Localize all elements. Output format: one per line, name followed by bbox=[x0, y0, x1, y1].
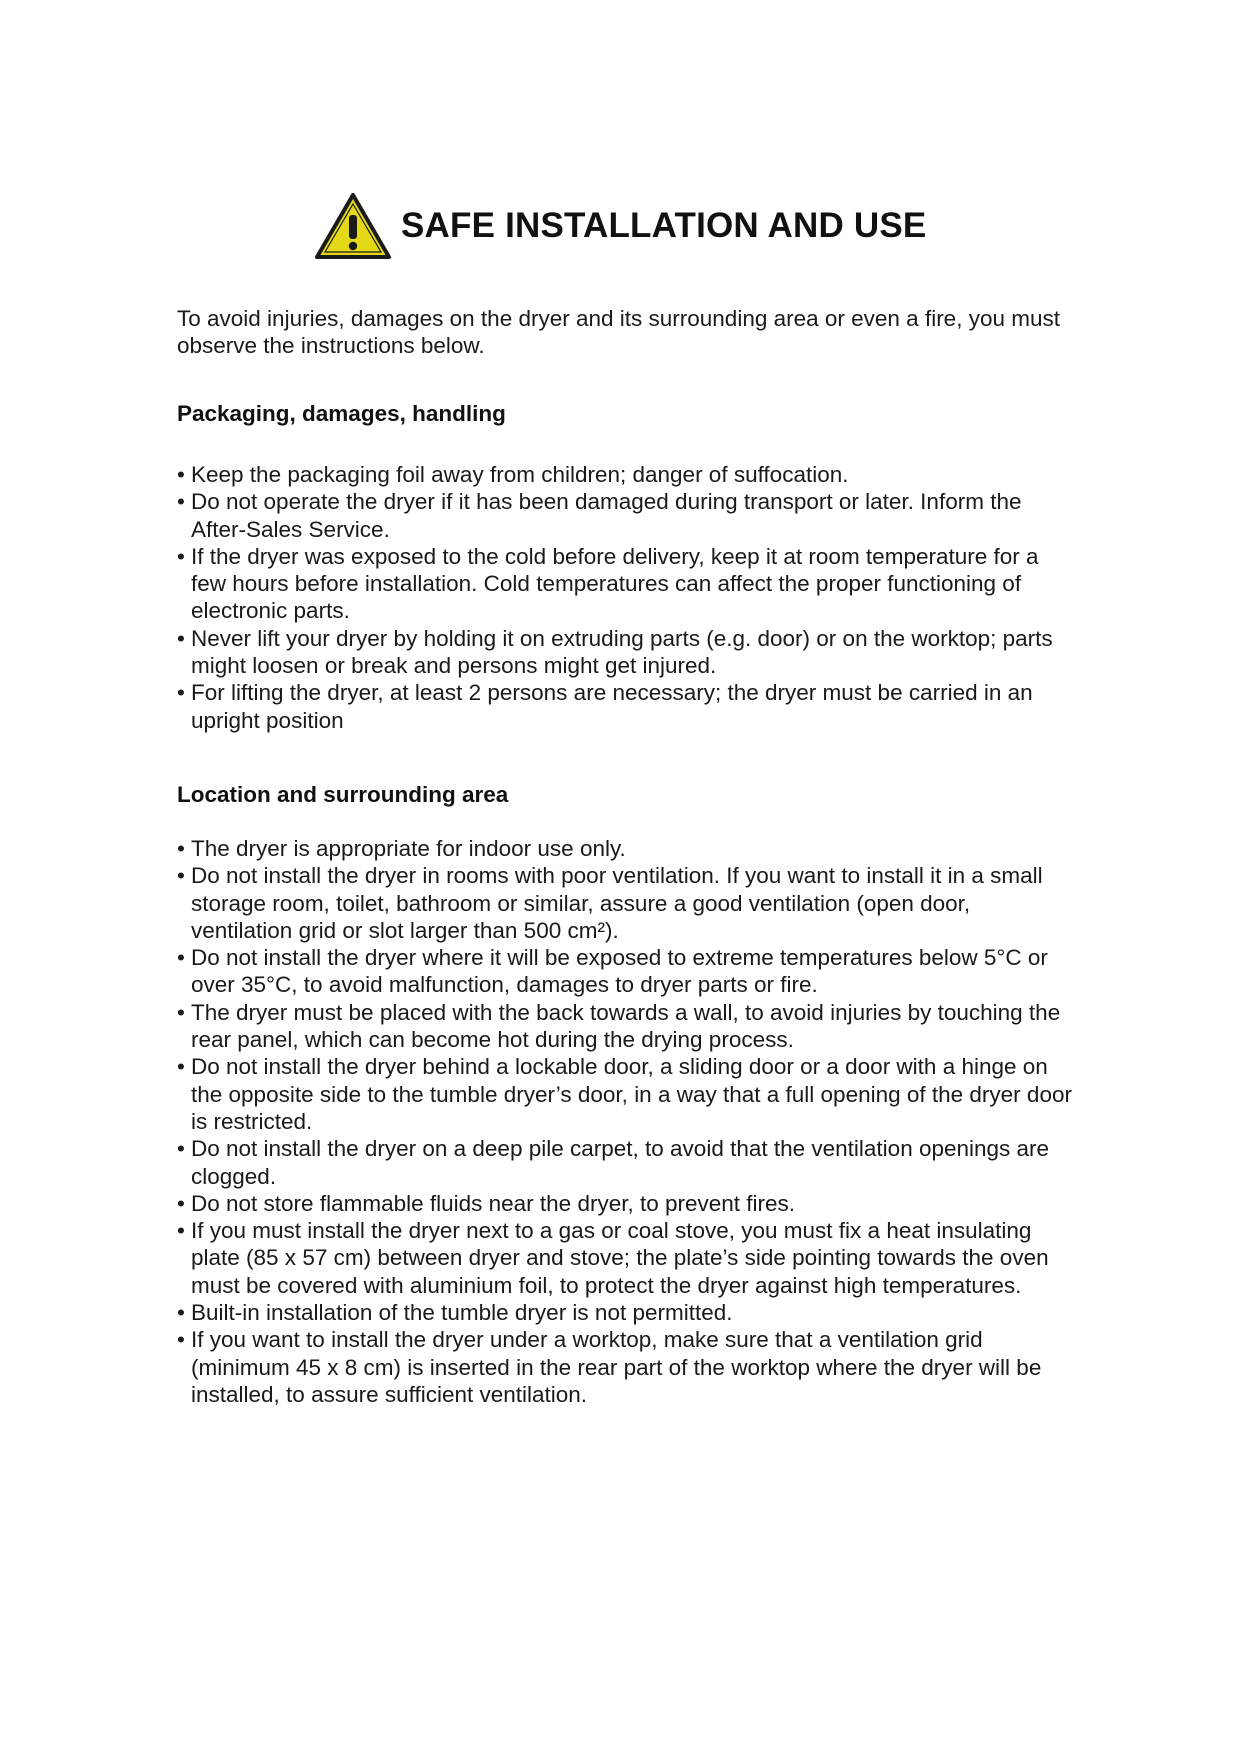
list-item: • If the dryer was exposed to the cold before delivery, keep it at room temperature for a few hours before installation. Cold temperatures can affect the proper functioning of electronic parts. bbox=[177, 543, 1039, 624]
section-heading-location: Location and surrounding area bbox=[177, 782, 509, 807]
page-title: SAFE INSTALLATION AND USE bbox=[401, 206, 927, 245]
warning-triangle-icon bbox=[313, 191, 393, 261]
title-row bbox=[313, 190, 926, 262]
list-item: • If you must install the dryer next to a gas or coal stove, you must fix a heat insulating plate (85 x 57 cm) between dryer and stove; the plate’s side pointing towards the oven must be covered with aluminium foil, to protect the dryer against high temperatures. bbox=[177, 1218, 1049, 1298]
list-item: • Do not install the dryer on a deep pile carpet, to avoid that the ventilation openings are clogged. bbox=[177, 1136, 1050, 1189]
list-item: • Do not install the dryer in rooms with poor ventilation. If you want to install it in a small storage room, toilet, bathroom or similar, assure a good ventilation (open door, ventilation grid or slot larger than 500 cm²). bbox=[177, 863, 1043, 943]
list-item: • Keep the packaging foil away from children; danger of suffocation. bbox=[177, 462, 849, 487]
packaging-bullet-list bbox=[177, 461, 1077, 734]
list-item: • For lifting the dryer, at least 2 persons are necessary; the dryer must be carried in an upright position bbox=[177, 680, 1033, 733]
list-item: • Do not store flammable fluids near the dryer, to prevent fires. bbox=[177, 1190, 796, 1216]
list-item: • Do not install the dryer where it will be exposed to extreme temperatures below 5°C or over 35°C, to avoid malfunction, damages to dryer parts or fire. bbox=[177, 945, 1048, 998]
list-item: • If you want to install the dryer under a worktop, make sure that a ventilation grid (minimum 45 x 8 cm) is inserted in the rear part of the worktop where the dryer will be installed, to assure sufficient ventilation. bbox=[177, 1327, 1042, 1407]
list-item: • The dryer is appropriate for indoor use only. bbox=[177, 836, 626, 861]
location-bullet-list bbox=[177, 835, 1077, 1408]
list-item: • Built-in installation of the tumble dryer is not permitted. bbox=[177, 1300, 733, 1326]
list-item: • Never lift your dryer by holding it on extruding parts (e.g. door) or on the worktop; parts might loosen or break and persons might get injured. bbox=[177, 625, 1053, 679]
list-item: • Do not install the dryer behind a lockable door, a sliding door or a door with a hinge on the opposite side to the tumble dryer’s door, in a way that a full opening of the dryer door is restricted. bbox=[177, 1054, 1072, 1134]
list-item: • The dryer must be placed with the back towards a wall, to avoid injuries by touching the rear panel, which can become hot during the drying process. bbox=[177, 999, 1061, 1053]
list-item: • Do not operate the dryer if it has been damaged during transport or later. Inform the After-Sales Service. bbox=[177, 489, 1022, 542]
section-heading-packaging: Packaging, damages, handling bbox=[177, 401, 506, 426]
intro-paragraph: To avoid injuries, damages on the dryer and its surrounding area or even a fire, you must observe the instructions below. bbox=[177, 306, 1060, 358]
